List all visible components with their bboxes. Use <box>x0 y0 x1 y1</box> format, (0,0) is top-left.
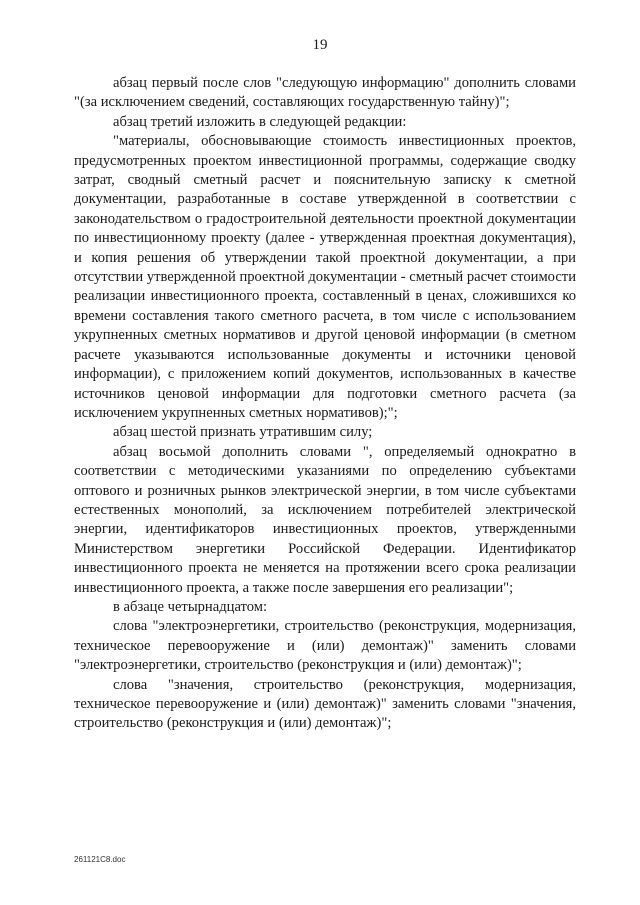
paragraph-abzac-chetyrnadcatyj: в абзаце четырнадцатом: <box>113 598 268 615</box>
document-body <box>74 74 576 734</box>
paragraph-slova-znacheniya: слова "значения, строительство (реконструкция, модернизация, техническое перевооружение и (или) демонтаж)" заменить словами "значения, строительство (реконструкция и (или) демонтаж)"; <box>74 676 576 732</box>
paragraph-abzac-tretij: абзац третий изложить в следующей редакции: <box>113 113 407 130</box>
paragraph-abzac-shestoj: абзац шестой признать утратившим силу; <box>113 424 373 441</box>
document-footer: 261121C8.doc <box>74 855 126 864</box>
paragraph-abzac-pervyj: абзац первый после слов "следующую информацию" дополнить словами "(за исключением сведений, составляющих государственную тайну)"; <box>74 75 576 111</box>
paragraph-abzac-vosmoj: абзац восьмой дополнить словами ", определяемый однократно в соответствии с методическими указаниями по определению субъектами оптового и розничных рынков электрической энергии, в том числе субъектами естественных монополий, за исключением потребителей электрической энергии, идентификаторов инвестиционных проектов, утвержденными Министерством энергетики Российской Федерации. Идентификатор инвестиционного проекта не меняется на протяжении всего срока реализации инвестиционного проекта, а также после завершения его реализации"; <box>74 443 576 596</box>
page-number: 19 <box>312 37 328 53</box>
paragraph-slova-elektroenergetiki: слова "электроэнергетики, строительство (реконструкция, модернизация, техническое перевооружение и (или) демонтаж)" заменить словами "электроэнергетики, строительство (реконструкция и (или) демонтаж)"; <box>74 618 576 674</box>
paragraph-materialy: "материалы, обосновывающие стоимость инвестиционных проектов, предусмотренных проектом инвестиционной программы, содержащие сводку затрат, сводный сметный расчет и пояснительную записку к сметной документации, разработанные в составе утвержденной в соответствии с законодательством о градостроительной деятельности проектной документации по инвестиционному проекту (далее - утвержденная проектная документация), и копия решения об утверждении такой проектной документации, а при отсутствии утвержденной проектной документации - сметный расчет стоимости реализации инвестиционного проекта, составленный в ценах, сложившихся ко времени составления такого сметного расчета, в том числе с использованием укрупненных сметных нормативов и другой ценовой информации (в сметном расчете указываются использованные документы и источники ценовой информации), с приложением копий документов, использованных в качестве источников ценовой информации для подготовки сметного расчета (за исключением укрупненных сметных нормативов);"; <box>74 133 576 421</box>
